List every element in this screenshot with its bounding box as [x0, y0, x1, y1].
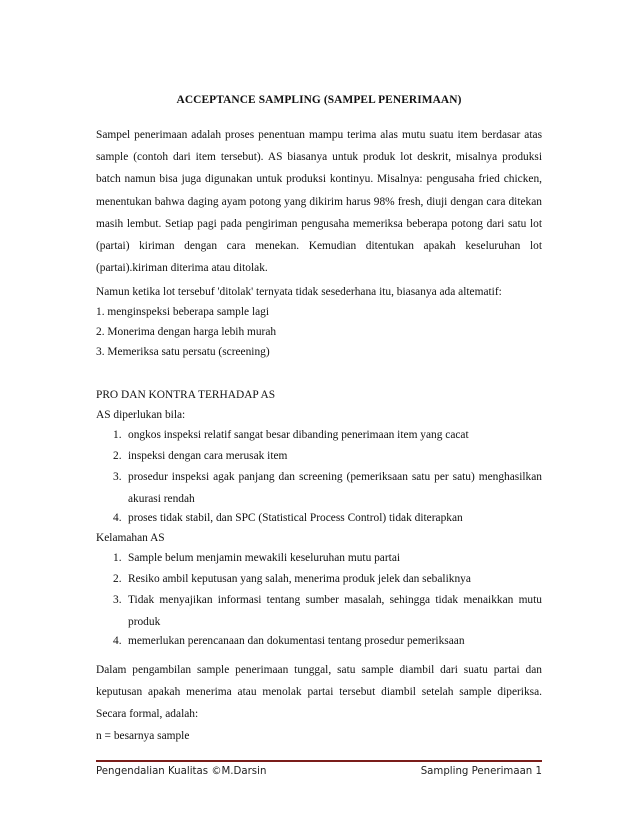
alternatives-intro: Namun ketika lot tersebuf 'ditolak' ternyata tidak sesederhana itu, biasanya ada altematif:	[96, 286, 502, 298]
list-number: 3.	[113, 471, 122, 483]
list-item	[96, 466, 542, 510]
list-item	[96, 630, 542, 652]
weakness-heading: Kelamahan AS	[96, 532, 165, 544]
alternative-item: 1. menginspeksi beberapa sample lagi	[96, 306, 270, 318]
list-number: 4.	[113, 635, 122, 647]
list-text: inspeksi dengan cara merusak item	[128, 450, 288, 462]
footer-right-text: Sampling Penerimaan 1	[420, 766, 542, 777]
formula-line: n = besarnya sample	[96, 730, 190, 742]
closing-paragraph: Dalam pengambilan sample penerimaan tunggal, satu sample diambil dari suatu partai dan keputusan apakah menerima atau menolak partai tersebut diambil setelah sample diperiksa. Secara formal, adalah:	[96, 664, 542, 721]
list-text: Sample belum menjamin mewakili keseluruhan mutu partai	[128, 552, 401, 564]
list-item	[96, 507, 542, 529]
list-number: 1.	[113, 552, 122, 564]
list-item	[96, 547, 542, 569]
pro-contra-heading: PRO DAN KONTRA TERHADAP AS	[96, 389, 276, 401]
list-item	[96, 589, 542, 633]
document-title: ACCEPTANCE SAMPLING (SAMPEL PENERIMAAN)	[176, 94, 462, 106]
alternative-item: 2. Monerima dengan harga lebih murah	[96, 326, 277, 338]
footer-left-text: Pengendalian Kualitas ©M.Darsin	[96, 766, 267, 777]
list-text: ongkos inspeksi relatif sangat besar dibanding penerimaan item yang cacat	[128, 429, 469, 441]
list-text: proses tidak stabil, dan SPC (Statistical Process Control) tidak diterapkan	[128, 512, 463, 524]
list-number: 2.	[113, 450, 122, 462]
list-number: 3.	[113, 594, 122, 606]
alternative-item: 3. Memeriksa satu persatu (screening)	[96, 346, 270, 358]
list-text: memerlukan perencanaan dan dokumentasi tentang prosedur pemeriksaan	[128, 635, 465, 647]
list-item	[96, 568, 542, 590]
intro-paragraph: Sampel penerimaan adalah proses penentuan mampu terima alas mutu suatu item berdasar atas sample (contoh dari item tersebut). AS biasanya untuk produk lot deskrit, misalnya produksi batch namun bisa juga digunakan untuk produksi kontinyu. Misalnya: pengusaha fried chicken, menentukan bahwa daging ayam potong yang dikirim harus 98% fresh, diuji dengan cara ditekan masih lembut. Setiap pagi pada pengiriman pengusaha memeriksa beberapa potong dari satu lot (partai) kiriman dengan cara menekan. Kemudian ditentukan apakah keseluruhan lot (partai).kiriman diterima atau ditolak.	[96, 129, 542, 275]
list-item	[96, 424, 542, 446]
list-text: Resiko ambil keputusan yang salah, menerima produk jelek dan sebaliknya	[128, 573, 471, 585]
list-text: Tidak menyajikan informasi tentang sumber masalah, sehingga tidak menaikkan mutu produk	[128, 594, 542, 628]
list-item	[96, 445, 542, 467]
list-number: 1.	[113, 429, 122, 441]
list-number: 2.	[113, 573, 122, 585]
list-number: 4.	[113, 512, 122, 524]
list-text: prosedur inspeksi agak panjang dan screening (pemeriksaan satu per satu) menghasilkan akurasi rendah	[128, 471, 542, 505]
footer-divider	[96, 760, 542, 762]
needed-heading: AS diperlukan bila:	[96, 409, 186, 421]
